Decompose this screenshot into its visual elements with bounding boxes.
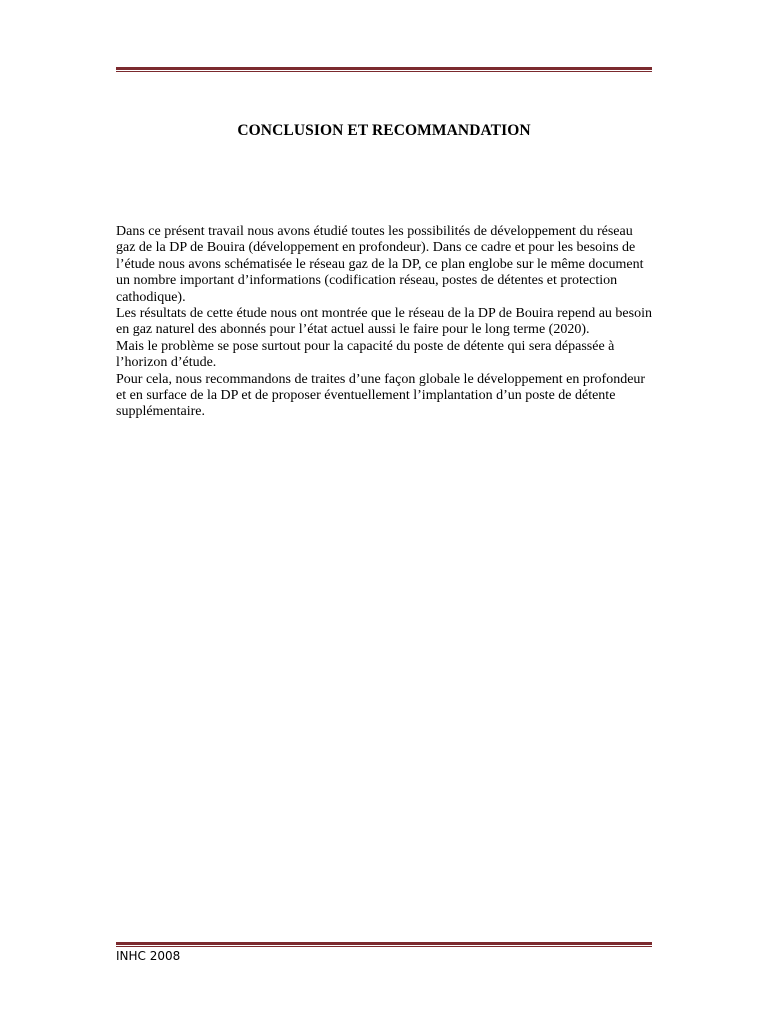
footer-rule <box>116 942 652 947</box>
paragraph-1: Dans ce présent travail nous avons étudié toutes les possibilités de développement du réseau gaz de la DP de Bouira (développement en profondeur). Dans ce cadre et pour les besoins de l’étude nous avons schématisée le réseau gaz de la DP, ce plan englobe sur le même document un nombre important d’informations (codification réseau, postes de détentes et protection cathodique). <box>116 224 644 305</box>
paragraph-4: Pour cela, nous recommandons de traites d’une façon globale le développement en profondeur et en surface de la DP et de proposer éventuellement l’implantation d’un poste de détente supplémentaire. <box>116 371 646 420</box>
footer-text: INHC 2008 <box>116 949 181 963</box>
footer-rule-thin <box>116 946 652 947</box>
page-title: CONCLUSION ET RECOMMANDATION <box>237 122 531 139</box>
paragraph-3: Mais le problème se pose surtout pour la capacité du poste de détente qui sera dépassée à l’horizon d’étude. <box>116 338 615 371</box>
header-rule <box>116 67 652 72</box>
paragraph-2: Les résultats de cette étude nous ont montrée que le réseau de la DP de Bouira repend au besoin en gaz naturel des abonnés pour l’état actuel aussi le faire pour le long terme (2020). <box>116 306 652 338</box>
body-text <box>116 224 652 421</box>
header-rule-thin <box>116 71 652 72</box>
